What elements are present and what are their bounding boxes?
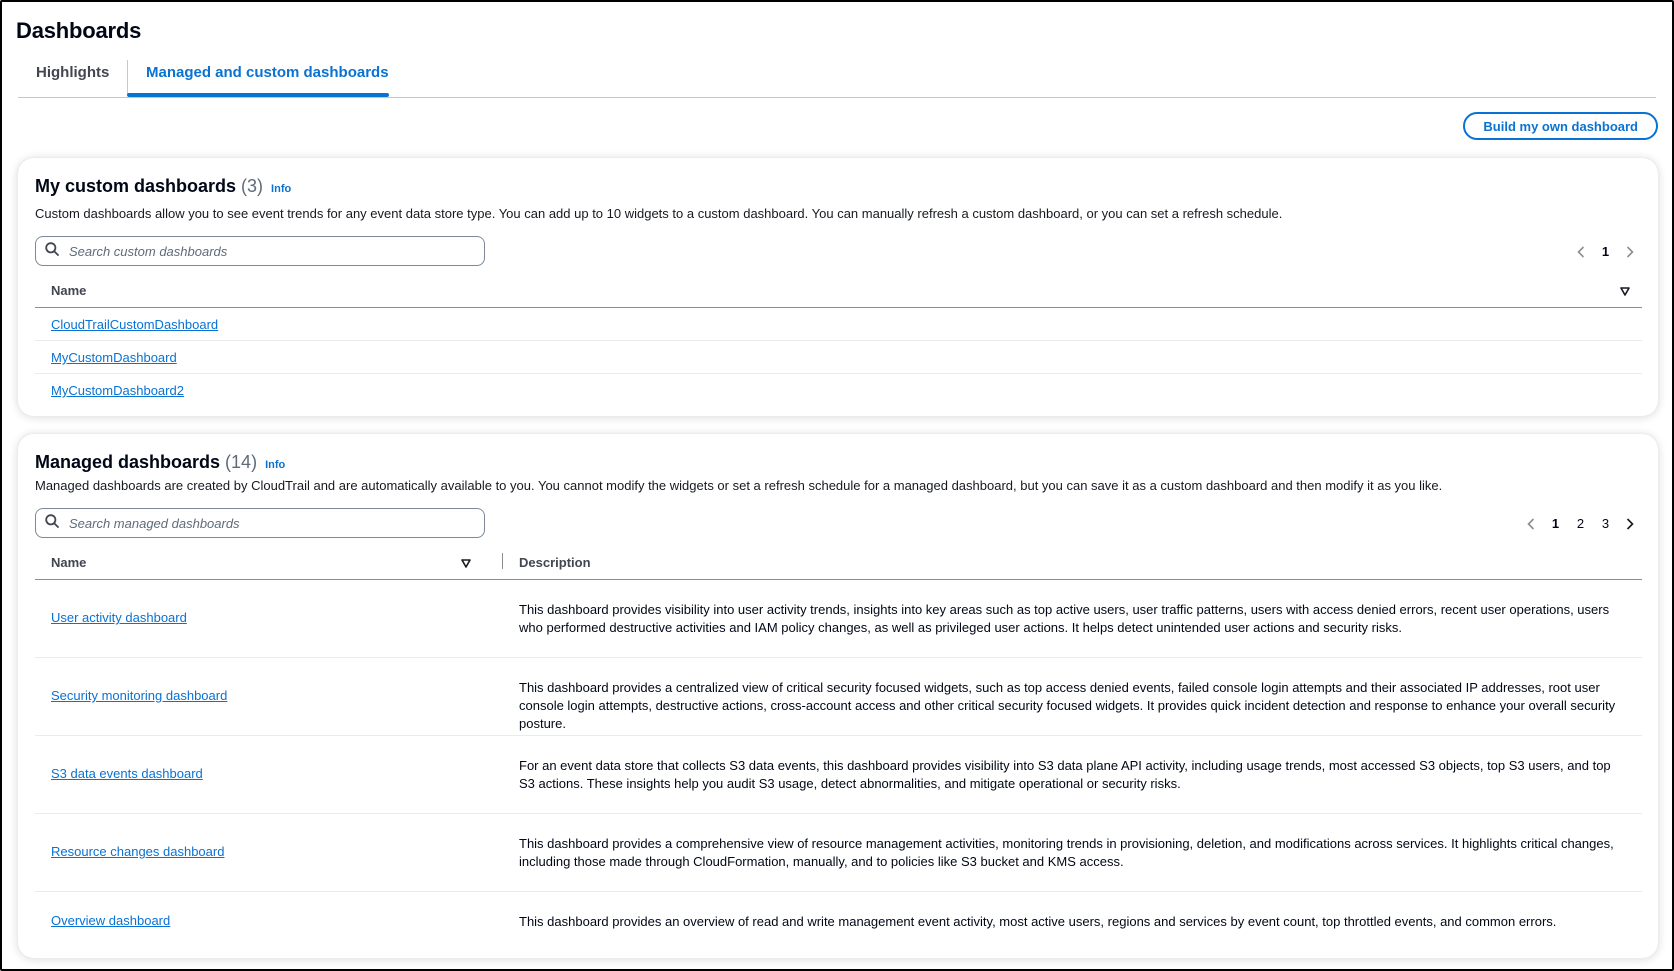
- managed-search-box[interactable]: [35, 508, 485, 538]
- dashboard-link[interactable]: CloudTrailCustomDashboard: [51, 317, 219, 332]
- managed-dashboards-title: Managed dashboards: [35, 452, 221, 472]
- table-row: [35, 580, 1642, 658]
- search-icon: [45, 242, 59, 261]
- previous-page-icon[interactable]: [1569, 246, 1593, 258]
- column-divider[interactable]: [502, 553, 503, 569]
- table-row: [35, 308, 1642, 341]
- managed-search-input[interactable]: [67, 515, 467, 532]
- tab-highlights[interactable]: Highlights: [36, 64, 110, 81]
- dashboard-description: This dashboard provides visibility into user activity trends, insights into key areas such as top active users, user traffic patterns, users with access denied errors, recent user operations, users who performed destructive activities and IAM policy changes, as well as privileged user actions. It helps detect unintended user actions and security risks.: [519, 602, 1610, 635]
- managed-info-link[interactable]: Info: [265, 459, 286, 471]
- custom-pagination: [1569, 244, 1642, 259]
- page-title: Dashboards: [16, 18, 142, 43]
- page-number[interactable]: 1: [1601, 244, 1610, 259]
- page-number[interactable]: 2: [1576, 516, 1585, 531]
- custom-dashboards-title: My custom dashboards: [35, 176, 237, 196]
- managed-dashboards-panel: [18, 434, 1658, 958]
- managed-dashboards-description: Managed dashboards are created by CloudTrail and are automatically available to you. You cannot modify the widgets or set a refresh schedule for a managed dashboard, but you can save it as a custom dashboard and then modify it as you like.: [35, 478, 1443, 493]
- previous-page-icon[interactable]: [1519, 518, 1543, 530]
- sort-descending-icon[interactable]: [461, 556, 471, 571]
- dashboard-link[interactable]: MyCustomDashboard2: [51, 383, 184, 398]
- column-header-name[interactable]: Name: [51, 555, 87, 570]
- table-row: [35, 341, 1642, 374]
- custom-search-box[interactable]: [35, 236, 485, 266]
- table-row: [35, 736, 1642, 814]
- dashboard-link[interactable]: User activity dashboard: [51, 610, 187, 625]
- custom-dashboards-table: [35, 272, 1642, 407]
- dashboard-link[interactable]: Overview dashboard: [51, 913, 171, 928]
- managed-dashboards-table: [35, 544, 1642, 950]
- table-row: [35, 374, 1642, 407]
- dashboard-link[interactable]: Resource changes dashboard: [51, 844, 225, 859]
- build-dashboard-button[interactable]: Build my own dashboard: [1463, 112, 1658, 140]
- custom-search-input[interactable]: [67, 243, 467, 260]
- table-row: [35, 658, 1642, 736]
- search-icon: [45, 514, 59, 533]
- next-page-icon[interactable]: [1618, 246, 1642, 258]
- tab-bar: [18, 56, 1656, 98]
- custom-dashboards-description: Custom dashboards allow you to see event trends for any event data store type. You can add up to 10 widgets to a custom dashboard. You can manually refresh a custom dashboard, or you can set a refresh schedule.: [35, 206, 1283, 221]
- page-number[interactable]: 3: [1601, 516, 1610, 531]
- managed-pagination: [1519, 516, 1642, 531]
- dashboard-link[interactable]: MyCustomDashboard: [51, 350, 177, 365]
- dashboard-description: This dashboard provides an overview of read and write management event activity, most active users, regions and services by event count, top throttled events, and common errors.: [519, 914, 1557, 929]
- page-number[interactable]: 1: [1551, 516, 1560, 531]
- custom-dashboards-panel: [18, 158, 1658, 416]
- table-row: [35, 814, 1642, 892]
- custom-dashboards-header: [35, 176, 291, 197]
- tab-managed-and-custom[interactable]: Managed and custom dashboards: [127, 60, 407, 94]
- column-header-name[interactable]: Name: [51, 283, 87, 298]
- custom-dashboards-count: (3): [241, 176, 264, 196]
- sort-descending-icon[interactable]: [1620, 284, 1630, 299]
- custom-info-link[interactable]: Info: [271, 183, 292, 195]
- managed-dashboards-count: (14): [225, 452, 258, 472]
- active-tab-indicator: [127, 93, 389, 97]
- table-header: [35, 544, 1642, 580]
- dashboard-description: This dashboard provides a comprehensive view of resource management activities, monitoring trends in provisioning, deletion, and modifications across services. It highlights critical changes, including those made through CloudFormation, manually, and to policies like S3 bucket and KMS access.: [519, 836, 1614, 869]
- column-header-description: Description: [519, 555, 591, 570]
- managed-dashboards-header: [35, 452, 285, 473]
- dashboard-description: For an event data store that collects S3 data events, this dashboard provides visibility into S3 data plane API activity, including usage trends, most accessed S3 objects, top S3 users, and top S3 actions. These insights help you audit S3 usage, detect abnormalities, and mitigate operational or security risks.: [519, 758, 1611, 791]
- dashboard-link[interactable]: Security monitoring dashboard: [51, 688, 228, 703]
- table-row: [35, 892, 1642, 950]
- dashboard-link[interactable]: S3 data events dashboard: [51, 766, 203, 781]
- next-page-icon[interactable]: [1618, 518, 1642, 530]
- dashboard-description: This dashboard provides a centralized view of critical security focused widgets, such as top access denied events, failed console login attempts and their associated IP addresses, root user console login attempts, destructive actions, cross-account access and other critical security focused widgets. It provides quick incident detection and response to enhance your overall security posture.: [519, 680, 1616, 731]
- table-header: [35, 272, 1642, 308]
